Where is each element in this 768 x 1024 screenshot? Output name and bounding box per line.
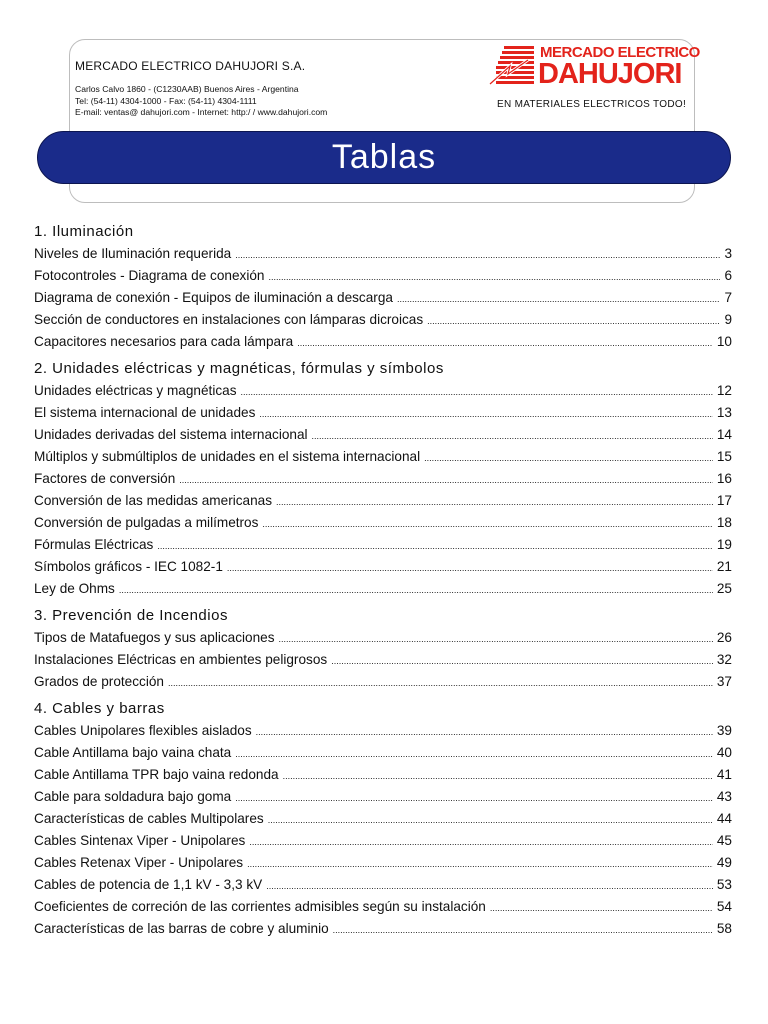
dot-leader — [331, 650, 713, 672]
lightning-logo-icon — [488, 44, 540, 88]
dot-leader — [241, 381, 713, 403]
slogan: EN MATERIALES ELECTRICOS TODO! — [497, 99, 687, 110]
title-banner — [37, 131, 731, 184]
toc-entry[interactable] — [34, 649, 732, 671]
page-title: Tablas — [331, 138, 437, 176]
toc-entry[interactable] — [34, 852, 732, 874]
logo-main-text: DAHUJORI — [538, 58, 682, 90]
toc-entry-page: 53 — [716, 877, 732, 892]
toc-entry[interactable] — [34, 331, 732, 353]
toc-entry-label: Cables Unipolares flexibles aislados — [34, 723, 252, 738]
dot-leader — [256, 721, 713, 743]
toc-entry-label: Unidades derivadas del sistema internacional — [34, 427, 308, 442]
dot-leader — [119, 579, 713, 601]
dot-leader — [227, 557, 713, 579]
toc-entry-label: Características de cables Multipolares — [34, 811, 264, 826]
dot-leader — [249, 831, 713, 853]
toc-entry[interactable] — [34, 830, 732, 852]
company-contact — [75, 84, 327, 119]
table-of-contents — [34, 221, 732, 940]
toc-entry-page: 37 — [716, 674, 732, 689]
toc-entry-label: Conversión de las medidas americanas — [34, 493, 273, 508]
toc-entry[interactable] — [34, 896, 732, 918]
dot-leader — [333, 919, 713, 941]
toc-entry-label: El sistema internacional de unidades — [34, 405, 256, 420]
dot-leader — [283, 765, 713, 787]
toc-entry-page: 14 — [716, 427, 732, 442]
dot-leader — [268, 266, 720, 288]
toc-entry-page: 13 — [716, 405, 732, 420]
dot-leader — [312, 425, 713, 447]
toc-entry-label: Cable Antillama bajo vaina chata — [34, 745, 232, 760]
toc-entry-page: 17 — [716, 493, 732, 508]
toc-entry[interactable] — [34, 720, 732, 742]
dot-leader — [157, 535, 713, 557]
toc-entry-label: Diagrama de conexión - Equipos de iluminación a descarga — [34, 290, 393, 305]
toc-entry-label: Características de las barras de cobre y aluminio — [34, 921, 329, 936]
section-heading: 1. Iluminación — [34, 223, 134, 240]
toc-entry[interactable] — [34, 556, 732, 578]
toc-entry[interactable] — [34, 490, 732, 512]
toc-entry-page: 40 — [716, 745, 732, 760]
toc-entry[interactable] — [34, 578, 732, 600]
toc-entry[interactable] — [34, 424, 732, 446]
dot-leader — [279, 628, 713, 650]
toc-entry[interactable] — [34, 874, 732, 896]
toc-entry-label: Símbolos gráficos - IEC 1082-1 — [34, 559, 223, 574]
toc-entry-page: 25 — [716, 581, 732, 596]
toc-entry-page: 16 — [716, 471, 732, 486]
toc-entry-page: 41 — [716, 767, 732, 782]
logo-top-text: MERCADO ELECTRICO — [540, 44, 700, 61]
dot-leader — [259, 403, 712, 425]
toc-entry[interactable] — [34, 287, 732, 309]
toc-entry[interactable] — [34, 627, 732, 649]
dot-leader — [235, 244, 720, 266]
dot-leader — [490, 897, 713, 919]
toc-entry-label: Sección de conductores en instalaciones con lámparas dicroicas — [34, 312, 424, 327]
toc-entry[interactable] — [34, 534, 732, 556]
dot-leader — [262, 513, 712, 535]
toc-entry[interactable] — [34, 671, 732, 693]
toc-entry-page: 32 — [716, 652, 732, 667]
toc-entry-page: 43 — [716, 789, 732, 804]
dot-leader — [235, 743, 713, 765]
dot-leader — [266, 875, 713, 897]
toc-entry-label: Múltiplos y submúltiplos de unidades en el sistema internacional — [34, 449, 421, 464]
dot-leader — [235, 787, 713, 809]
toc-entry-label: Capacitores necesarios para cada lámpara — [34, 334, 294, 349]
toc-entry-label: Niveles de Iluminación requerida — [34, 246, 232, 261]
dot-leader — [397, 288, 721, 310]
toc-entry-page: 49 — [716, 855, 732, 870]
toc-entry-page: 18 — [716, 515, 732, 530]
toc-entry-label: Cable para soldadura bajo goma — [34, 789, 232, 804]
section-heading: 4. Cables y barras — [34, 700, 165, 717]
toc-entry[interactable] — [34, 786, 732, 808]
section-heading: 2. Unidades eléctricas y magnéticas, fórmulas y símbolos — [34, 360, 444, 377]
dot-leader — [179, 469, 713, 491]
toc-entry-label: Conversión de pulgadas a milímetros — [34, 515, 259, 530]
toc-entry-page: 12 — [716, 383, 732, 398]
dot-leader — [276, 491, 713, 513]
phone-line: Tel: (54-11) 4304-1000 - Fax: (54-11) 4304-1111 — [75, 95, 257, 106]
toc-entry-label: Ley de Ohms — [34, 581, 115, 596]
toc-entry-page: 58 — [716, 921, 732, 936]
toc-entry-page: 44 — [716, 811, 732, 826]
toc-entry-page: 19 — [716, 537, 732, 552]
toc-entry-label: Fotocontroles - Diagrama de conexión — [34, 268, 265, 283]
address-line: Carlos Calvo 1860 - (C1230AAB) Buenos Aires - Argentina — [75, 84, 299, 94]
toc-entry[interactable] — [34, 265, 732, 287]
toc-entry-label: Coeficientes de correción de las corrientes admisibles según su instalación — [34, 899, 486, 914]
toc-entry-label: Cables Retenax Viper - Unipolares — [34, 855, 244, 870]
dot-leader — [168, 672, 713, 694]
toc-entry[interactable] — [34, 764, 732, 786]
dot-leader — [424, 447, 713, 469]
toc-entry[interactable] — [34, 446, 732, 468]
toc-entry-label: Instalaciones Eléctricas en ambientes peligrosos — [34, 652, 328, 667]
toc-entry-page: 3 — [724, 246, 732, 261]
contact-line: E-mail: ventas@ dahujori.com - Internet: http:/ / www.dahujori.com — [75, 107, 328, 117]
toc-entry-label: Unidades eléctricas y magnéticas — [34, 383, 237, 398]
dot-leader — [268, 809, 713, 831]
company-logo — [488, 44, 700, 90]
toc-entry[interactable] — [34, 380, 732, 402]
toc-entry-page: 7 — [724, 290, 732, 305]
section-heading: 3. Prevención de Incendios — [34, 607, 228, 624]
toc-entry[interactable] — [34, 309, 732, 331]
toc-entry-page: 9 — [724, 312, 732, 327]
toc-entry-page: 15 — [716, 449, 732, 464]
toc-entry-label: Grados de protección — [34, 674, 164, 689]
toc-entry-page: 6 — [724, 268, 732, 283]
toc-entry-page: 45 — [716, 833, 732, 848]
toc-entry-page: 10 — [716, 334, 732, 349]
company-name: MERCADO ELECTRICO DAHUJORI S.A. — [75, 59, 306, 73]
toc-entry[interactable] — [34, 918, 732, 940]
toc-entry[interactable] — [34, 742, 732, 764]
dot-leader — [247, 853, 713, 875]
toc-entry-page: 21 — [716, 559, 732, 574]
toc-entry-page: 39 — [716, 723, 732, 738]
dot-leader — [427, 310, 720, 332]
toc-entry[interactable] — [34, 512, 732, 534]
toc-entry-label: Cables de potencia de 1,1 kV - 3,3 kV — [34, 877, 263, 892]
toc-entry[interactable] — [34, 808, 732, 830]
toc-entry-label: Fórmulas Eléctricas — [34, 537, 154, 552]
toc-entry-label: Cables Sintenax Viper - Unipolares — [34, 833, 246, 848]
toc-entry-label: Tipos de Matafuegos y sus aplicaciones — [34, 630, 275, 645]
dot-leader — [297, 332, 713, 354]
toc-entry[interactable] — [34, 402, 732, 424]
toc-entry[interactable] — [34, 243, 732, 265]
toc-entry-page: 26 — [716, 630, 732, 645]
toc-entry-page: 54 — [716, 899, 732, 914]
toc-entry-label: Factores de conversión — [34, 471, 176, 486]
toc-entry[interactable] — [34, 468, 732, 490]
toc-entry-label: Cable Antillama TPR bajo vaina redonda — [34, 767, 279, 782]
